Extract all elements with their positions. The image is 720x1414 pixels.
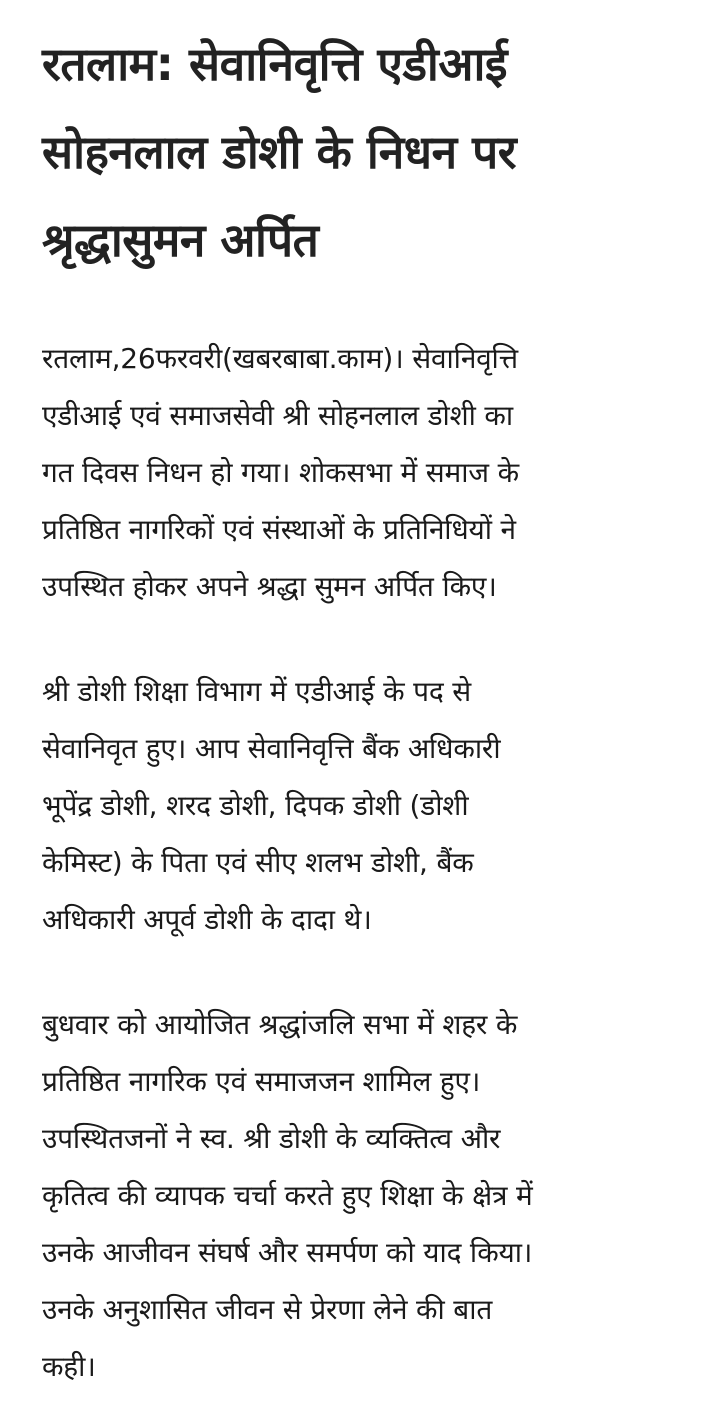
headline-line: श्रृद्धासुमन अर्पित — [42, 213, 319, 267]
paragraph-line: उनके आजीवन संघर्ष और समर्पण को याद किया। — [42, 1236, 533, 1269]
paragraph-line: एडीआई एवं समाजसेवी श्री सोहनलाल डोशी का — [42, 399, 513, 432]
article-paragraph-1 — [42, 330, 678, 615]
paragraph-line: प्रतिष्ठित नागरिकों एवं संस्थाओं के प्रतिनिधियों ने — [42, 513, 516, 546]
paragraph-line: श्री डोशी शिक्षा विभाग में एडीआई के पद से — [42, 675, 471, 708]
paragraph-line: प्रतिष्ठित नागरिक एवं समाजजन शामिल हुए। — [42, 1065, 481, 1098]
article-headline — [42, 20, 678, 284]
paragraph-line: केमिस्ट) के पिता एवं सीए शलभ डोशी, बैंक — [42, 846, 474, 879]
paragraph-line: कृतित्व की व्यापक चर्चा करते हुए शिक्षा के क्षेत्र में — [42, 1179, 533, 1212]
paragraph-line: बुधवार को आयोजित श्रद्धांजलि सभा में शहर के — [42, 1008, 518, 1041]
paragraph-line: उपस्थित होकर अपने श्रद्धा सुमन अर्पित किए। — [42, 570, 497, 603]
paragraph-line: भूपेंद्र डोशी, शरद डोशी, दिपक डोशी (डोशी — [42, 789, 469, 822]
headline-line: रतलाम: सेवानिवृत्ति एडीआई — [42, 37, 507, 91]
article-paragraph-3 — [42, 996, 678, 1395]
headline-line: सोहनलाल डोशी के निधन पर — [42, 125, 517, 179]
paragraph-line: अधिकारी अपूर्व डोशी के दादा थे। — [42, 903, 372, 936]
paragraph-line: सेवानिवृत हुए। आप सेवानिवृत्ति बैंक अधिकारी — [42, 732, 501, 765]
paragraph-line: उनके अनुशासित जीवन से प्रेरणा लेने की बात — [42, 1293, 493, 1326]
paragraph-line: गत दिवस निधन हो गया। शोकसभा में समाज के — [42, 456, 519, 489]
article-body — [42, 330, 678, 1395]
paragraph-line: कही। — [42, 1350, 96, 1383]
article-paragraph-2 — [42, 663, 678, 948]
paragraph-line: रतलाम,26फरवरी(खबरबाबा.काम)। सेवानिवृत्ति — [42, 342, 518, 375]
paragraph-line: उपस्थितजनों ने स्व. श्री डोशी के व्यक्तित्व और — [42, 1122, 501, 1155]
